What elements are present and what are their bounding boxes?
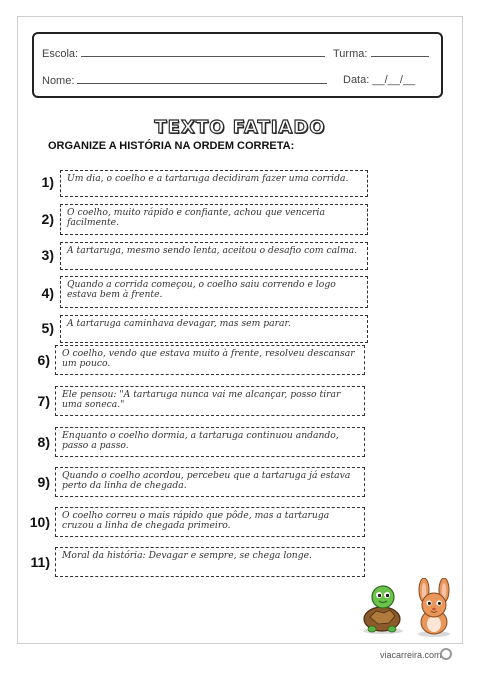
- item-number: 4): [41, 285, 54, 301]
- nome-line: [42, 74, 327, 87]
- item-number: 1): [41, 174, 54, 190]
- turma-line: [333, 47, 429, 60]
- item-number: 11): [30, 554, 50, 570]
- story-strip: [60, 170, 368, 197]
- student-info-box: [32, 32, 443, 98]
- data-line: [343, 74, 415, 86]
- turma-blank[interactable]: [371, 47, 429, 57]
- rabbit-illustration: [410, 578, 458, 638]
- strip-text: O coelho correu o mais rápido que pôde, mas a tartaruga cruzou a linha de chegada primeiro.: [62, 510, 330, 531]
- story-strip: [60, 315, 368, 343]
- story-strip: [60, 204, 368, 235]
- story-strip: [55, 427, 365, 457]
- turtle-illustration: [358, 583, 408, 635]
- strip-text: Moral da história: Devagar e sempre, se chega longe.: [62, 550, 312, 561]
- item-number: 10): [29, 514, 50, 530]
- story-strip: [60, 242, 368, 270]
- story-strip: [55, 547, 365, 577]
- item-number: 5): [41, 320, 54, 336]
- strip-text: Ele pensou: "A tartaruga nunca vai me alcançar, posso tirar uma soneca.": [62, 389, 341, 410]
- strip-text: Quando o coelho acordou, percebeu que a tartaruga já estava perto da linha de chegada.: [62, 470, 351, 491]
- date-blank[interactable]: __/__/__: [372, 74, 416, 86]
- story-strip: [60, 276, 368, 308]
- footer-site: viacarreira.com: [380, 650, 442, 660]
- instructions: ORGANIZE A HISTÓRIA NA ORDEM CORRETA:: [48, 140, 295, 152]
- item-number: 8): [37, 434, 50, 450]
- story-strip: [55, 345, 365, 375]
- escola-line: [42, 47, 325, 60]
- turma-label: Turma:: [333, 48, 368, 60]
- strip-text: A tartaruga, mesmo sendo lenta, aceitou o desafio com calma.: [67, 245, 358, 256]
- escola-label: Escola:: [42, 48, 79, 60]
- escola-blank[interactable]: [81, 47, 325, 57]
- story-strip: [55, 386, 365, 416]
- nome-label: Nome:: [42, 75, 75, 87]
- strip-text: O coelho, muito rápido e confiante, achou que venceria facilmente.: [67, 207, 325, 228]
- story-strip: [55, 467, 365, 497]
- strip-text: Quando a corrida começou, o coelho saiu correndo e logo estava bem à frente.: [67, 279, 336, 300]
- item-number: 6): [37, 352, 50, 368]
- item-number: 2): [41, 211, 54, 227]
- viacarreira-logo-icon: [440, 648, 452, 660]
- item-number: 3): [41, 247, 54, 263]
- item-number: 9): [37, 474, 50, 490]
- data-label: Data:: [343, 74, 370, 86]
- nome-blank[interactable]: [77, 74, 327, 84]
- strip-text: Enquanto o coelho dormia, a tartaruga continuou andando, passo a passo.: [62, 430, 339, 451]
- strip-text: Um dia, o coelho e a tartaruga decidiram fazer uma corrida.: [67, 173, 349, 184]
- item-number: 7): [37, 393, 50, 409]
- strip-text: O coelho, vendo que estava muito à frente, resolveu descansar um pouco.: [62, 348, 355, 369]
- worksheet-title: TEXTO FATIADO: [154, 117, 326, 138]
- story-strip: [55, 507, 365, 537]
- strip-text: A tartaruga caminhava devagar, mas sem parar.: [67, 318, 291, 329]
